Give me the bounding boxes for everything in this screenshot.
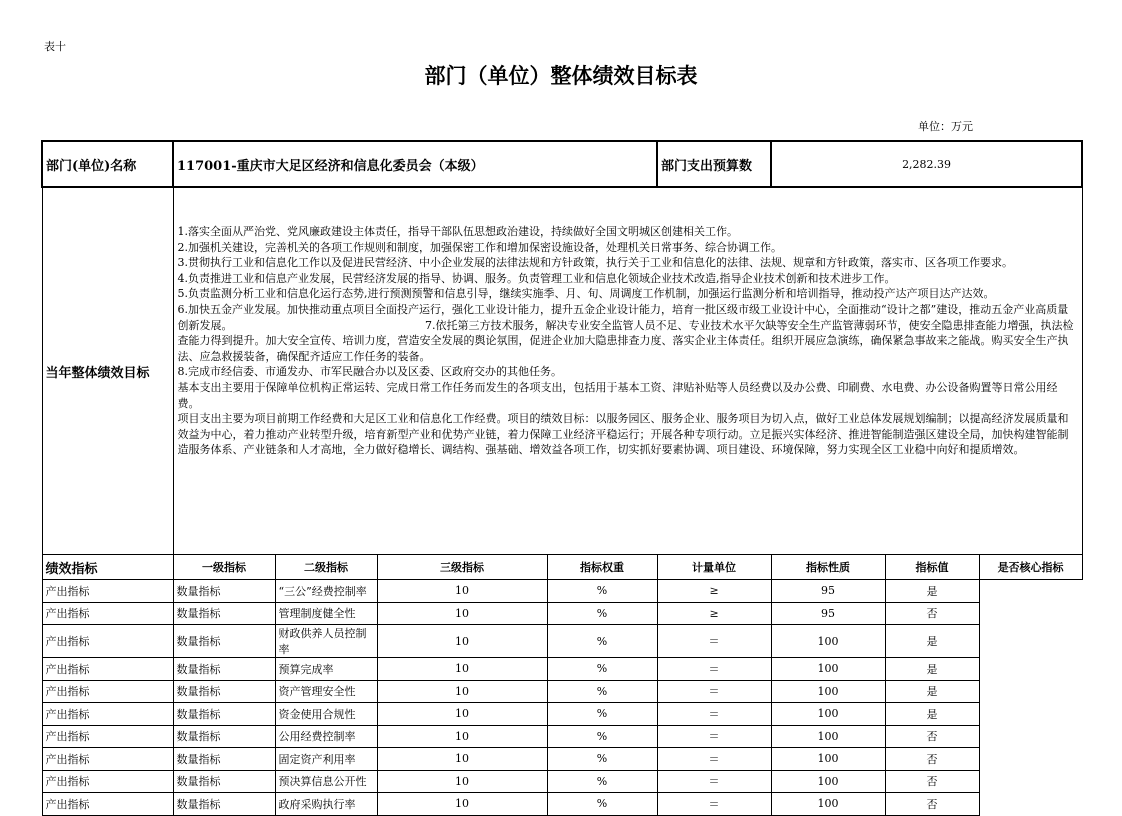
cell-unit: % (547, 748, 657, 771)
table-row (42, 580, 1082, 603)
cell-core: 否 (885, 725, 979, 748)
cell-value: 100 (771, 658, 885, 681)
cell-level2: 数量指标 (173, 793, 275, 816)
cell-core: 是 (885, 580, 979, 603)
cell-level2: 数量指标 (173, 658, 275, 681)
goal-paragraph: 5.负责监测分析工业和信息化运行态势,进行预测预警和信息引导，继续实施季、月、旬、周调度工作机制，加强运行监测分析和培训指导，推动投产达产项目达产达效。 (177, 287, 995, 301)
cell-core: 是 (885, 625, 979, 658)
goal-paragraph: 2.加强机关建设，完善机关的各项工作规则和制度，加强保密工作和增加保密设施设备，处理机关日常事务、综合协调工作。 (177, 240, 782, 254)
cell-level2: 数量指标 (173, 748, 275, 771)
cell-level2: 数量指标 (173, 602, 275, 625)
cell-nature: ≥ (657, 580, 771, 603)
cell-level3: 公用经费控制率 (275, 725, 377, 748)
cell-core: 否 (885, 602, 979, 625)
cell-core: 是 (885, 703, 979, 726)
table-row (42, 793, 1082, 816)
cell-weight: 10 (377, 793, 547, 816)
cell-nature: ＝ (657, 770, 771, 793)
cell-level2: 数量指标 (173, 725, 275, 748)
table-row (42, 680, 1082, 703)
goal-paragraph: 6.加快五金产业发展。加快推动重点项目全面投产运行，强化工业设计能力，提升五金企业设计能力，培育一批区级市级工业设计中心，全面推动“设计之都”建设，推动五金产业高质量创新发展。 7.依托第三方技术服务，解决专业安全监管人员不足、专业技术水平欠缺等安全生产监管薄弱环节，使安全隐患排查能力增强，执法检查能力得到提升。加大安全宣传、培训力度，营造安全发展的舆论氛围，促进企业加大隐患排查力度、落实企业主体责任。组织开展应急演练，确保紧急事故来之能战。购买安全生产执法、应急救援装备，确保配齐适应工作任务的装备。 (177, 302, 1074, 363)
cell-nature: ＝ (657, 658, 771, 681)
cell-unit: % (547, 602, 657, 625)
col-header-weight: 指标权重 (547, 555, 657, 580)
cell-weight: 10 (377, 658, 547, 681)
goal-paragraph: 4.负责推进工业和信息产业发展，民营经济发展的指导、协调、服务。负责管理工业和信息化领域企业技术改造,指导企业技术创新和技术进步工作。 (177, 271, 896, 285)
cell-unit: % (547, 793, 657, 816)
cell-unit: % (547, 703, 657, 726)
annual-goals-label: 当年整体绩效目标 (42, 187, 173, 555)
table-row (42, 625, 1082, 658)
cell-weight: 10 (377, 680, 547, 703)
cell-value: 100 (771, 748, 885, 771)
indicators-label: 绩效指标 (42, 555, 173, 580)
cell-core: 否 (885, 770, 979, 793)
table-row (42, 748, 1082, 771)
cell-level1: 产出指标 (42, 580, 173, 603)
cell-level2: 数量指标 (173, 625, 275, 658)
goal-paragraph: 基本支出主要用于保障单位机构正常运转、完成日常工作任务而发生的各项支出，包括用于基本工资、津贴补贴等人员经费以及办公费、印刷费、水电费、办公设备购置等日常公用经费。 (177, 380, 1058, 410)
cell-level2: 数量指标 (173, 680, 275, 703)
cell-value: 100 (771, 770, 885, 793)
cell-weight: 10 (377, 770, 547, 793)
cell-nature: ＝ (657, 748, 771, 771)
table-row (42, 658, 1082, 681)
cell-unit: % (547, 580, 657, 603)
table-number-label: 表十 (44, 40, 66, 53)
cell-value: 100 (771, 793, 885, 816)
cell-nature: ＝ (657, 625, 771, 658)
cell-value: 100 (771, 725, 885, 748)
cell-level2: 数量指标 (173, 580, 275, 603)
unit-label: 单位：万元 (918, 120, 973, 133)
cell-unit: % (547, 680, 657, 703)
cell-value: 100 (771, 703, 885, 726)
cell-level2: 数量指标 (173, 770, 275, 793)
goal-paragraph: 1.落实全面从严治党、党风廉政建设主体责任，指导干部队伍思想政治建设，持续做好全国文明城区创建相关工作。 (177, 225, 738, 238)
cell-weight: 10 (377, 703, 547, 726)
col-header-nature: 指标性质 (771, 555, 885, 580)
cell-level1: 产出指标 (42, 602, 173, 625)
cell-level1: 产出指标 (42, 725, 173, 748)
goal-paragraph: 项目支出主要为项目前期工作经费和大足区工业和信息化工作经费。项目的绩效目标：以服务园区、服务企业、服务项目为切入点，做好工业总体发展规划编制；以提高经济发展质量和效益为中心，着力推动产业转型升级，培育新型产业和优势产业链，着力保障工业经济平稳运行；开展各种专项行动。立足振兴实体经济、推进智能制造强区建设全局，加快构建智能制造服务体系、产业链条和人才高地，全力做好稳增长、调结构、强基础、增效益各项工作，切实抓好要素协调、项目建设、环境保障，努力实现全区工业稳中向好和提质增效。 (177, 412, 1069, 457)
cell-nature: ＝ (657, 680, 771, 703)
cell-level3: 资产管理安全性 (275, 680, 377, 703)
cell-value: 95 (771, 580, 885, 603)
cell-unit: % (547, 770, 657, 793)
cell-nature: ＝ (657, 725, 771, 748)
cell-weight: 10 (377, 602, 547, 625)
goal-paragraph: 8.完成市经信委、市通发办、市军民融合办以及区委、区政府交办的其他任务。 (177, 365, 562, 379)
goal-paragraph: 3.贯彻执行工业和信息化工作以及促进民营经济、中小企业发展的法律法规和方针政策，执行关于工业和信息化的法律、法规、规章和方针政策，落实市、区各项工作要求。 (177, 256, 1013, 270)
cell-weight: 10 (377, 725, 547, 748)
cell-unit: % (547, 725, 657, 748)
cell-nature: ＝ (657, 703, 771, 726)
cell-level1: 产出指标 (42, 770, 173, 793)
cell-level1: 产出指标 (42, 680, 173, 703)
table-row (42, 703, 1082, 726)
cell-level1: 产出指标 (42, 748, 173, 771)
cell-core: 是 (885, 680, 979, 703)
cell-level3: 预算完成率 (275, 658, 377, 681)
table-row (42, 725, 1082, 748)
cell-core: 是 (885, 658, 979, 681)
cell-level1: 产出指标 (42, 703, 173, 726)
cell-level3: 政府采购执行率 (275, 793, 377, 816)
col-header-level3: 三级指标 (377, 555, 547, 580)
performance-table (41, 140, 1083, 816)
dept-name-label: 部门(单位)名称 (42, 141, 173, 187)
col-header-level1: 一级指标 (173, 555, 275, 580)
cell-level3: “三公”经费控制率 (275, 580, 377, 603)
cell-level2: 数量指标 (173, 703, 275, 726)
cell-weight: 10 (377, 580, 547, 603)
cell-level1: 产出指标 (42, 793, 173, 816)
cell-nature: ≥ (657, 602, 771, 625)
cell-level1: 产出指标 (42, 625, 173, 658)
cell-weight: 10 (377, 748, 547, 771)
cell-core: 否 (885, 793, 979, 816)
cell-level3: 财政供养人员控制率 (275, 625, 377, 658)
table-row (42, 602, 1082, 625)
cell-unit: % (547, 625, 657, 658)
cell-level1: 产出指标 (42, 658, 173, 681)
table-row (42, 770, 1082, 793)
cell-level3: 管理制度健全性 (275, 602, 377, 625)
cell-unit: % (547, 658, 657, 681)
cell-level3: 固定资产利用率 (275, 748, 377, 771)
col-header-unit: 计量单位 (657, 555, 771, 580)
col-header-core: 是否核心指标 (979, 555, 1082, 580)
page-title: 部门（单位）整体绩效目标表 (424, 63, 698, 88)
cell-weight: 10 (377, 625, 547, 658)
cell-level3: 预决算信息公开性 (275, 770, 377, 793)
cell-value: 100 (771, 625, 885, 658)
annual-goals-text (173, 187, 1082, 555)
budget-value: 2,282.39 (771, 141, 1082, 187)
budget-label: 部门支出预算数 (657, 141, 771, 187)
cell-value: 100 (771, 680, 885, 703)
dept-name-value: 117001-重庆市大足区经济和信息化委员会（本级） (173, 141, 657, 187)
cell-nature: ＝ (657, 793, 771, 816)
col-header-value: 指标值 (885, 555, 979, 580)
cell-value: 95 (771, 602, 885, 625)
cell-core: 否 (885, 748, 979, 771)
cell-level3: 资金使用合规性 (275, 703, 377, 726)
col-header-level2: 二级指标 (275, 555, 377, 580)
